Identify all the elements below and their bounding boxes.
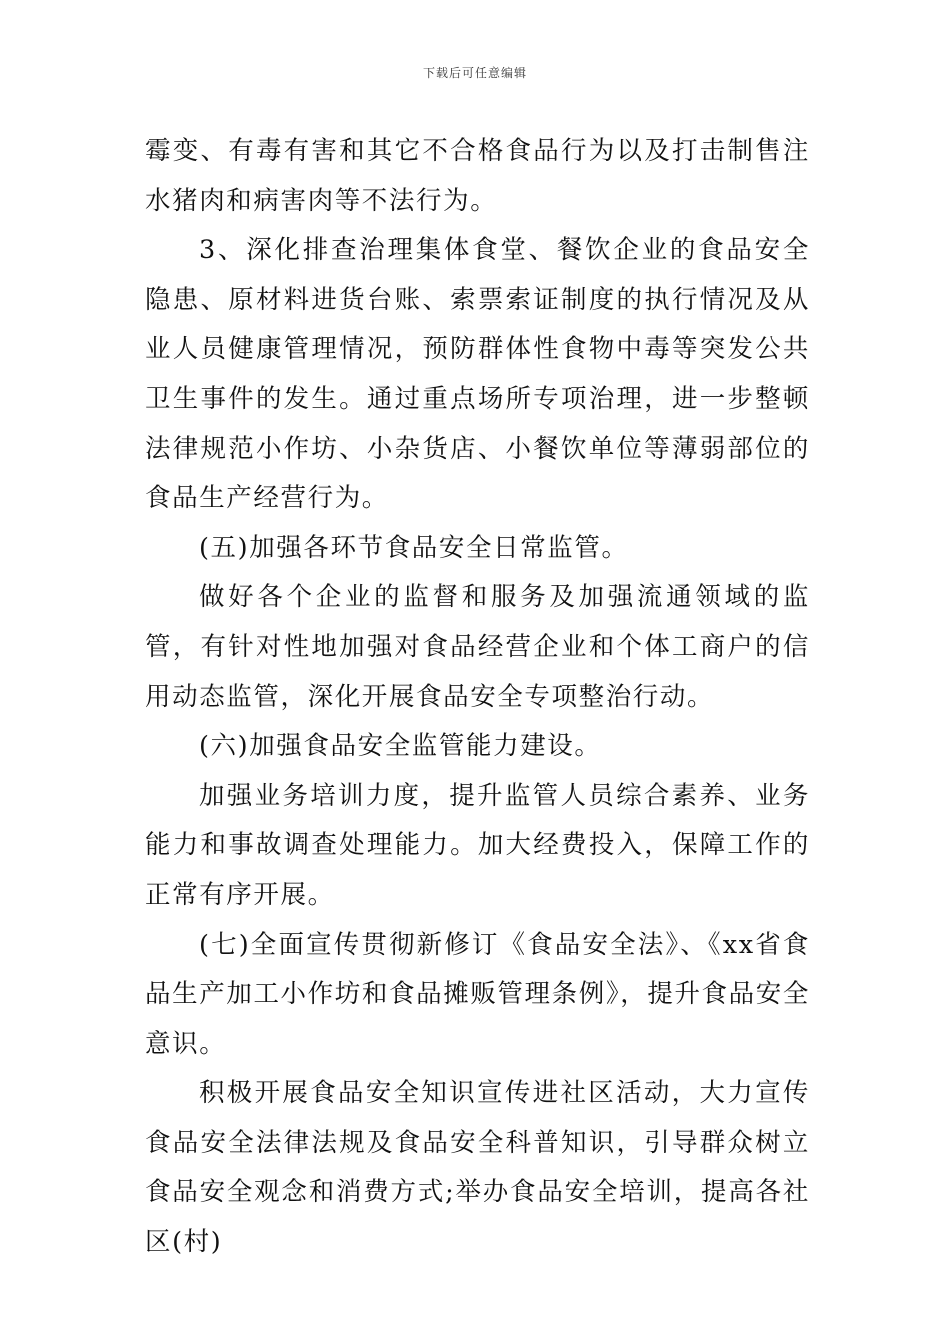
section-heading-7: (七)全面宣传贯彻新修订《食品安全法》、《xx省食品生产加工小作坊和食品摊贩管理条例》，提升食品安全意识。: [145, 929, 810, 1059]
page-header: 下载后可任意编辑: [422, 66, 527, 80]
paragraph-5: 积极开展食品安全知识宣传进社区活动，大力宣传食品安全法律法规及食品安全科普知识，引导群众树立食品安全观念和消费方式;举办食品安全培训，提高各社区(村): [145, 1078, 810, 1258]
section-heading-6: (六)加强食品安全监管能力建设。: [199, 731, 602, 762]
paragraph-3: 做好各个企业的监督和服务及加强流通领域的监管，有针对性地加强对食品经营企业和个体工商户的信用动态监管，深化开展食品安全专项整治行动。: [145, 582, 810, 712]
section-heading-5: (五)加强各环节食品安全日常监管。: [199, 532, 629, 563]
paragraph-1: 霉变、有毒有害和其它不合格食品行为以及打击制售注水猪肉和病害肉等不法行为。: [145, 136, 810, 216]
paragraph-4: 加强业务培训力度，提升监管人员综合素养、业务能力和事故调查处理能力。加大经费投入，保障工作的正常有序开展。: [145, 780, 810, 910]
document-body: [145, 127, 810, 1268]
paragraph-2: 3、深化排查治理集体食堂、餐饮企业的食品安全隐患、原材料进货台账、索票索证制度的执行情况及从业人员健康管理情况，预防群体性食物中毒等突发公共卫生事件的发生。通过重点场所专项治理，进一步整顿法律规范小作坊、小杂货店、小餐饮单位等薄弱部位的食品生产经营行为。: [145, 235, 810, 514]
